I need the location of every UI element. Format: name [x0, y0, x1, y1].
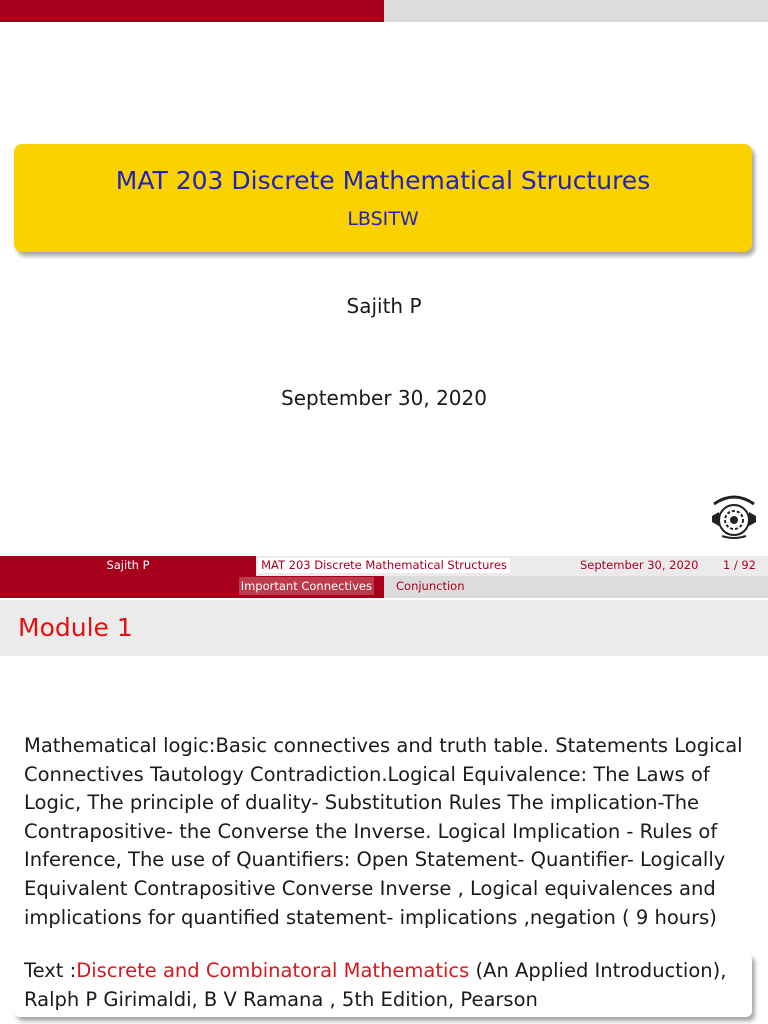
slide-title: MAT 203 Discrete Mathematical Structures: [115, 166, 651, 195]
presentation-date: September 30, 2020: [281, 386, 487, 410]
institution-seal-icon: [708, 490, 760, 540]
nav-section-link[interactable]: Important Connectives: [240, 579, 372, 593]
institute-name: LBSITW: [347, 208, 419, 230]
syllabus-text: Mathematical logic:Basic connectives and truth table. Statements Logical Connectives Tautology Contradiction.Logical Equivalence: The Laws of Logic, The principle of duality- Substitution Rules The implication-The Contrapositive- the Converse the Inverse. Logical Implication - Rules of Inference, The use of Quantifiers: Open Statement- Quantifier- Logically Equivalent Contrapositive Converse Inverse , Logical equivalences and implications for quantified statement- implications ,negation ( 9 hours): [24, 734, 743, 929]
frame-title-bar: [0, 600, 768, 656]
title-block: [14, 144, 752, 252]
nav-right: [384, 576, 768, 598]
footer-bar: [0, 556, 768, 576]
top-bar-right: [384, 0, 768, 22]
textbook-reference: [24, 957, 749, 1014]
footer-date-cell: [512, 556, 768, 576]
footer-title: MAT 203 Discrete Mathematical Structures: [258, 558, 510, 573]
top-bar: [0, 0, 768, 22]
nav-left: [0, 576, 384, 598]
navigation-bar: [0, 576, 768, 598]
top-bar-left: [0, 0, 384, 22]
text-prefix: Text :: [24, 959, 77, 982]
frame-title: Module 1: [18, 613, 133, 642]
textbook-block: [14, 953, 752, 1017]
footer-date: September 30, 2020: [580, 558, 699, 572]
footer-author: Sajith P: [0, 556, 256, 576]
author-name: Sajith P: [346, 294, 422, 318]
page-number: 1 / 92: [722, 558, 756, 572]
textbook-title-link[interactable]: Discrete and Combinatoral Mathematics: [76, 959, 470, 982]
textbook-details: (An Applied Introduction), Ralph P Girimaldi, B V Ramana , 5th Edition, Pearson: [24, 959, 727, 1011]
nav-subsection-link[interactable]: Conjunction: [396, 579, 465, 593]
footer-title-cell: [256, 556, 512, 576]
